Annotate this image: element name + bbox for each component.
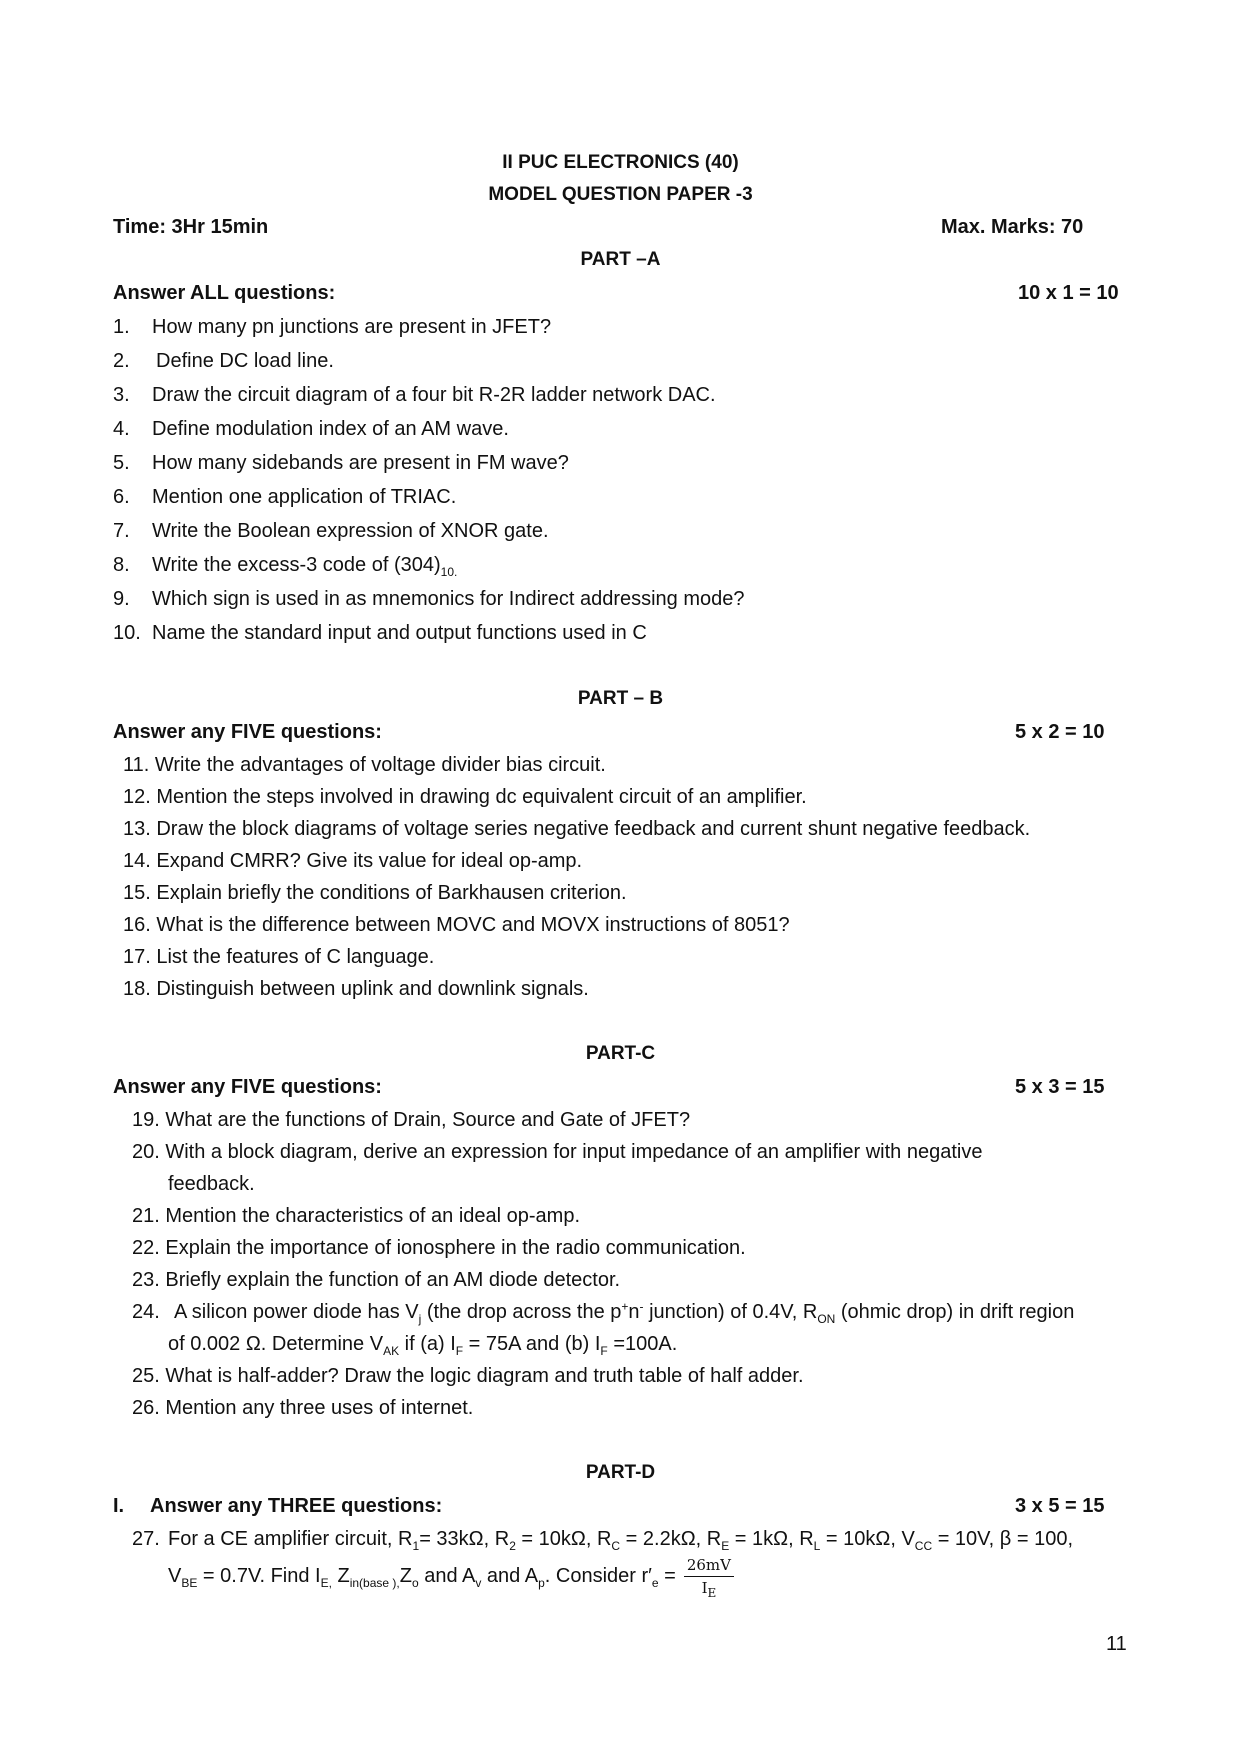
question-item: 17. List the features of C language. (123, 946, 435, 968)
part-a-instruction: Answer ALL questions: (113, 282, 336, 304)
question-item: 12. Mention the steps involved in drawing dc equivalent circuit of an amplifier. (123, 786, 807, 808)
part-b-marks: 5 x 2 = 10 (1015, 721, 1105, 743)
question-item: 26. Mention any three uses of internet. (132, 1397, 474, 1419)
question-item-continuation: of 0.002 Ω. Determine $V_{AK}$ if (a) $I_F = 75A$ and (b) $I_F =100A$. (168, 1333, 678, 1358)
question-item: 14. Expand CMRR? Give its value for ideal op-amp. (123, 850, 583, 872)
question-item-continuation: feedback. (168, 1173, 255, 1195)
part-c-heading: PART-C (585, 1043, 656, 1064)
part-d-marks: 3 x 5 = 15 (1015, 1495, 1105, 1517)
part-d-instruction: Answer any THREE questions: (150, 1495, 443, 1517)
question-item: 3. Draw the circuit diagram of a four bit R-2R ladder network DAC. (113, 384, 716, 406)
question-item: 20. With a block diagram, derive an expression for input impedance of an amplifier with negative (132, 1141, 983, 1163)
question-item: 11. Write the advantages of voltage divider bias circuit. (123, 754, 606, 776)
paper-subtitle: MODEL QUESTION PAPER -3 (488, 184, 753, 205)
question-item: 24. A silicon power diode has $V_j$ (the drop across the p+n- junction) of 0.4V, $R_{ON}$ (ohmic drop) in drift region (132, 1299, 1075, 1326)
part-b-heading: PART – B (577, 688, 664, 709)
question-item: 18. Distinguish between uplink and downlink signals. (123, 978, 589, 1000)
question-item: 22. Explain the importance of ionosphere in the radio communication. (132, 1237, 746, 1259)
question-item: 13. Draw the block diagrams of voltage series negative feedback and current shunt negative feedback. (123, 818, 1031, 840)
question-item: 2. Define DC load line. (113, 350, 334, 372)
question-item: 10. Name the standard input and output functions used in C (113, 622, 647, 644)
question-item: 1. How many pn junctions are present in JFET? (113, 316, 552, 338)
question-item: 15. Explain briefly the conditions of Barkhausen criterion. (123, 882, 627, 904)
part-d-heading: PART-D (585, 1462, 656, 1483)
question-item: 7. Write the Boolean expression of XNOR gate. (113, 520, 549, 542)
fraction-formula: $\frac{26mV}{I_E}$ (684, 1556, 734, 1597)
question-item: 23. Briefly explain the function of an AM diode detector. (132, 1269, 621, 1291)
part-b-instruction: Answer any FIVE questions: (113, 721, 382, 743)
question-item: 25. What is half-adder? Draw the logic diagram and truth table of half adder. (132, 1365, 804, 1387)
part-a-marks: 10 x 1 = 10 (1018, 282, 1119, 304)
part-c-instruction: Answer any FIVE questions: (113, 1076, 382, 1098)
paper-title: II PUC ELECTRONICS (40) (502, 152, 739, 173)
part-c-marks: 5 x 3 = 15 (1015, 1076, 1105, 1098)
part-a-heading: PART –A (580, 249, 661, 270)
question-item: 9. Which sign is used in as mnemonics for Indirect addressing mode? (113, 588, 745, 610)
part-d-section-number: I. (113, 1495, 125, 1517)
question-item: 27. For a CE amplifier circuit, $R_1= 33k\Omega$, $R_2 = 10k\Omega$, $R_C = 2.2k\Omega$, $R_E = 1k\Omega$, $R_L = 10k\Omega$, $V_{CC} = 10V$, β = 100, (132, 1528, 1074, 1553)
question-item: 16. What is the difference between MOVC and MOVX instructions of 8051? (123, 914, 790, 936)
time-label: Time: 3Hr 15min (113, 216, 269, 238)
question-item: 19. What are the functions of Drain, Source and Gate of JFET? (132, 1109, 691, 1131)
page-number: 11 (1106, 1633, 1127, 1655)
question-item: 21. Mention the characteristics of an ideal op-amp. (132, 1205, 581, 1227)
max-marks-label: Max. Marks: 70 (941, 216, 1084, 238)
question-item: 4. Define modulation index of an AM wave. (113, 418, 509, 440)
question-item: 5. How many sidebands are present in FM wave? (113, 452, 569, 474)
question-item: 8. Write the excess-3 code of $(304)_{10.}$ (113, 554, 458, 579)
question-item-continuation: $V_{BE} = 0.7V$. Find $I_{E,}$ $Z_{in(base ),}Z_o$ and $A_v$ and $A_p$. Consider $r'_e$ = $\frac{26mV}{I_E}$ (168, 1556, 734, 1597)
question-item: 6. Mention one application of TRIAC. (113, 486, 457, 508)
